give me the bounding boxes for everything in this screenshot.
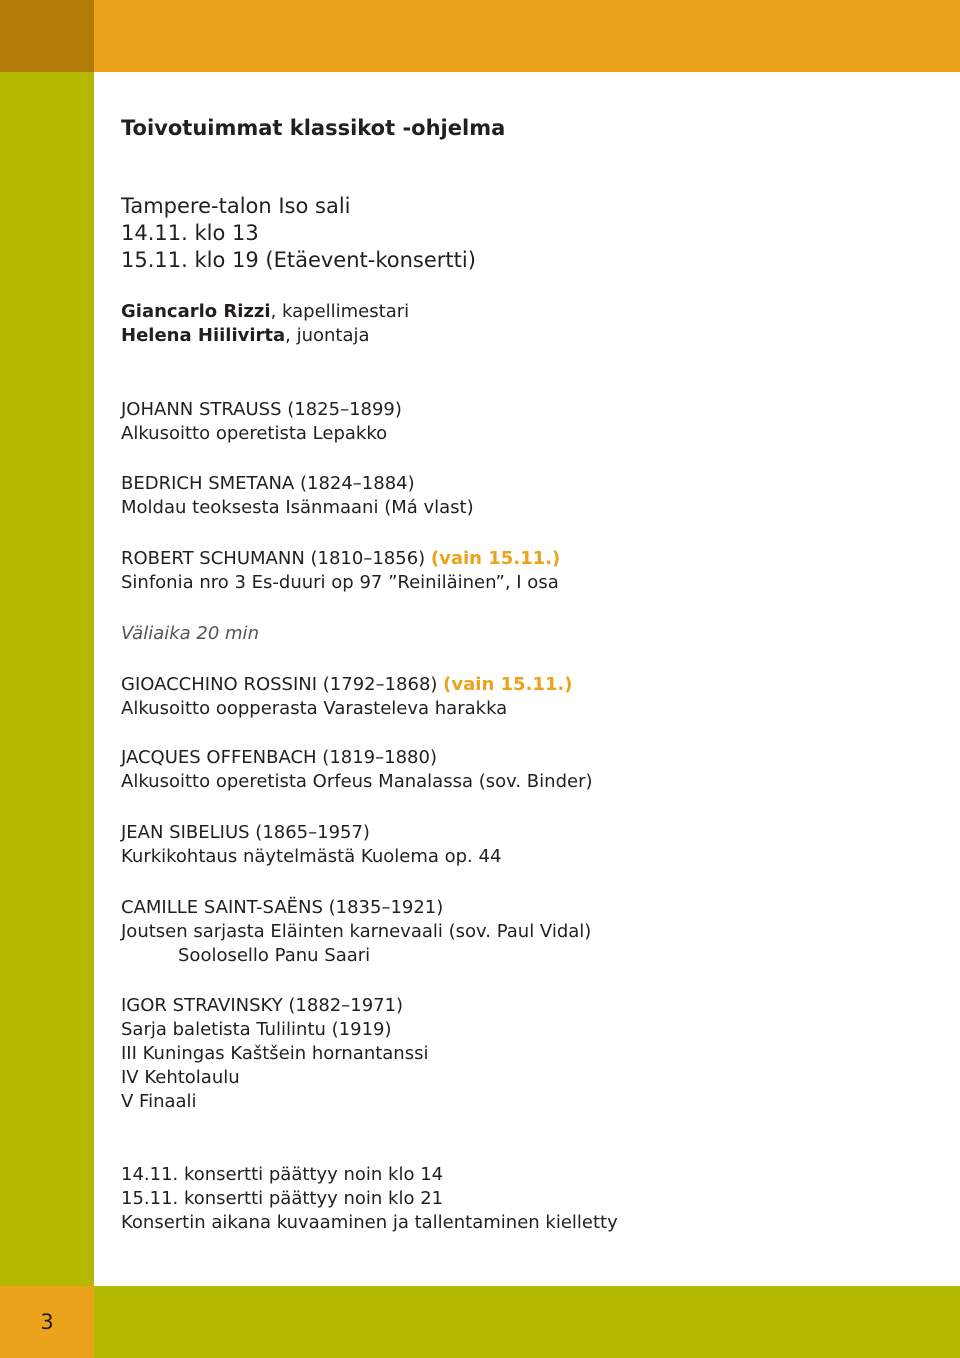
composer-sibelius: JEAN SIBELIUS (1865–1957) — [121, 822, 370, 843]
date-note: (vain 15.11.) — [430, 548, 561, 569]
footer-note: Konsertin aikana kuvaaminen ja tallentaminen kielletty — [121, 1212, 618, 1233]
composer-schumann: ROBERT SCHUMANN (1810–1856) — [121, 548, 426, 569]
performer-name: Helena Hiilivirta — [121, 325, 286, 346]
intermission: Väliaika 20 min — [121, 623, 259, 644]
footer-note: 14.11. konsertti päättyy noin klo 14 — [121, 1164, 444, 1185]
work-smetana: Moldau teoksesta Isänmaani (Má vlast) — [121, 497, 474, 518]
composer-rossini: GIOACCHINO ROSSINI (1792–1868) — [121, 674, 438, 695]
composer-schumann-line — [121, 547, 560, 571]
composer-saint-saens: CAMILLE SAINT-SAËNS (1835–1921) — [121, 897, 444, 918]
top-band — [94, 0, 960, 72]
composer-offenbach: JACQUES OFFENBACH (1819–1880) — [121, 747, 437, 768]
venue-date-1: 14.11. klo 13 — [121, 221, 259, 245]
performer-name: Giancarlo Rizzi — [121, 301, 271, 322]
composer-rossini-line — [121, 673, 573, 697]
work-stravinsky: Sarja baletista Tulilintu (1919) — [121, 1019, 392, 1040]
venue-hall: Tampere-talon Iso sali — [121, 194, 351, 218]
movement: III Kuningas Kaštšein hornantanssi — [121, 1043, 429, 1064]
movement: V Finaali — [121, 1091, 197, 1112]
work-strauss: Alkusoitto operetista Lepakko — [121, 423, 388, 444]
performer-role: , kapellimestari — [270, 301, 410, 322]
corner-block-top — [0, 0, 94, 72]
performer-conductor — [121, 300, 409, 324]
composer-smetana: BEDRICH SMETANA (1824–1884) — [121, 473, 415, 494]
footer-note: 15.11. konsertti päättyy noin klo 21 — [121, 1188, 444, 1209]
page-title: Toivotuimmat klassikot -ohjelma — [121, 116, 506, 140]
bottom-band — [94, 1286, 960, 1358]
work-rossini: Alkusoitto oopperasta Varasteleva harakka — [121, 698, 508, 719]
performer-host — [121, 324, 370, 348]
venue-date-2: 15.11. klo 19 (Etäevent-konsertti) — [121, 248, 476, 272]
work-offenbach: Alkusoitto operetista Orfeus Manalassa (sov. Binder) — [121, 771, 593, 792]
side-bar — [0, 72, 94, 1286]
composer-strauss: JOHANN STRAUSS (1825–1899) — [121, 399, 402, 420]
work-saint-saens: Joutsen sarjasta Eläinten karnevaali (sov. Paul Vidal) — [121, 921, 592, 942]
movement: IV Kehtolaulu — [121, 1067, 240, 1088]
soloist: Soolosello Panu Saari — [178, 945, 371, 966]
composer-stravinsky: IGOR STRAVINSKY (1882–1971) — [121, 995, 404, 1016]
work-sibelius: Kurkikohtaus näytelmästä Kuolema op. 44 — [121, 846, 502, 867]
work-schumann: Sinfonia nro 3 Es-duuri op 97 ”Reiniläinen”, I osa — [121, 572, 559, 593]
performer-role: , juontaja — [285, 325, 370, 346]
page-number: 3 — [40, 1310, 54, 1334]
date-note: (vain 15.11.) — [443, 674, 573, 695]
